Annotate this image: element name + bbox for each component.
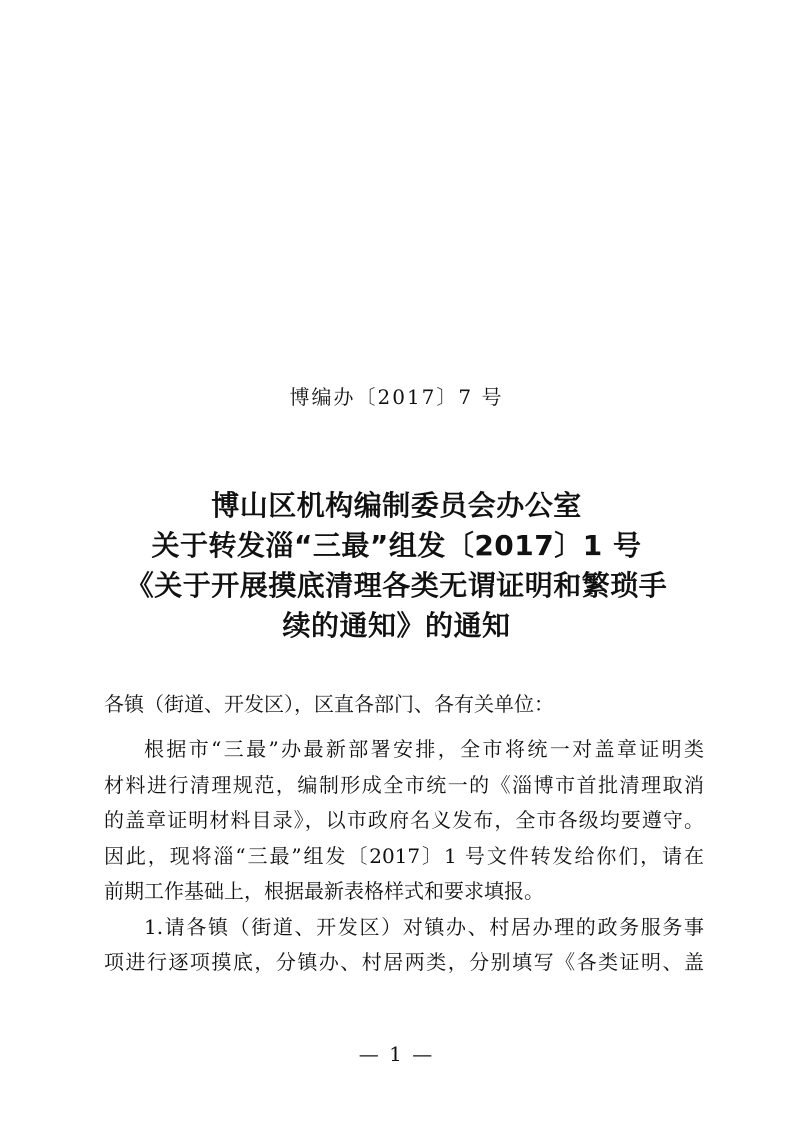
salutation: 各镇（街道、开发区），区直各部门、各有关单位： — [104, 692, 554, 716]
title-line-3: 《关于开展摸底清理各类无谓证明和繁琐手 — [125, 569, 668, 602]
page-number: — 1 — — [358, 1042, 435, 1066]
body-line-5: 前期工作基础上，根据最新表格样式和要求填报。 — [104, 879, 544, 903]
body-line-3: 的盖章证明材料目录》，以市政府名义发布，全市各级均要遵守。 — [104, 808, 704, 832]
body-line-4: 因此，现将淄“三最”组发〔2017〕1 号文件转发给你们，请在 — [104, 843, 704, 868]
body-line-7: 项进行逐项摸底，分镇办、村居两类，分别填写《各类证明、盖 — [104, 950, 704, 974]
title-line-1: 博山区机构编制委员会办公室 — [211, 489, 582, 522]
body-line-6: 1.请各镇（街道、开发区）对镇办、村居办理的政务服务事 — [144, 914, 704, 939]
body-text — [104, 732, 704, 981]
title-line-4: 续的通知》的通知 — [282, 609, 511, 642]
body-line-1: 根据市“三最”办最新部署安排，全市将统一对盖章证明类 — [144, 737, 704, 761]
document-title — [80, 486, 713, 646]
body-line-2: 材料进行清理规范，编制形成全市统一的《淄博市首批清理取消 — [104, 772, 704, 797]
title-line-2: 关于转发淄“三最”组发〔2017〕1 号 — [151, 529, 642, 562]
document-number: 博编办〔2017〕7 号 — [289, 385, 504, 409]
